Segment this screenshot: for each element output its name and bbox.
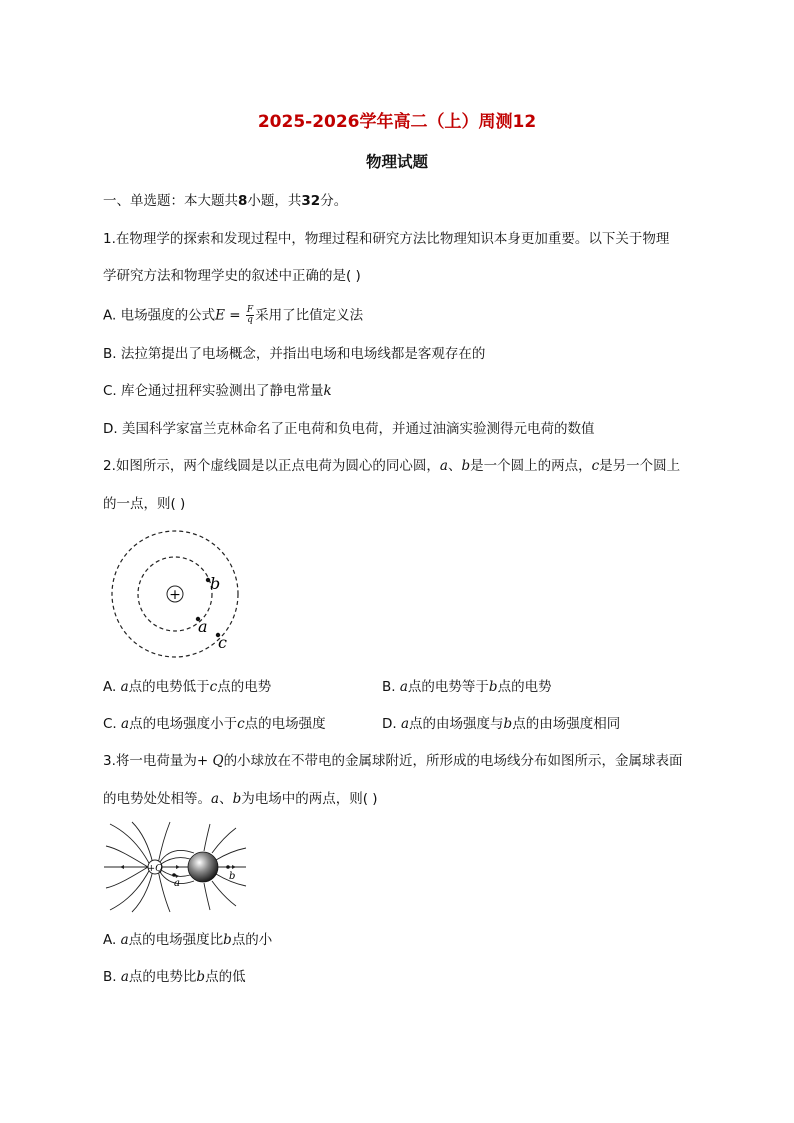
metal-sphere <box>188 852 218 882</box>
point-a <box>172 873 176 877</box>
q1-stem-line2: 学研究方法和物理学史的叙述中正确的是( ) <box>103 268 361 284</box>
q3-stem-line1: 3.将一电荷量为+ Q的小球放在不带电的金属球附近，所形成的电场线分布如图所示，金属球表面 <box>103 753 683 769</box>
point-b <box>226 865 230 869</box>
q2-stem-line2: 的一点，则( ) <box>103 496 186 512</box>
q3-field-lines-figure <box>100 820 250 915</box>
q2-option-d: D. a点的由场强度与b点的由场强度相同 <box>382 716 621 732</box>
q1-option-b: B. 法拉第提出了电场概念，并指出电场和电场线都是客观存在的 <box>103 346 486 362</box>
q2-option-b: B. a点的电势等于b点的电势 <box>382 679 552 695</box>
label-b: b <box>210 574 221 593</box>
formula-fraction: $\frac{F}{q}$ <box>246 305 254 325</box>
q3-stem-line2: 的电势处处相等。a、b为电场中的两点，则( ) <box>103 791 378 807</box>
q2-stem-line1: 2.如图所示，两个虚线圆是以正点电荷为圆心的同心圆，a、b是一个圆上的两点，c是另一个圆上 <box>103 458 681 474</box>
plus-label: + <box>169 587 181 603</box>
q1-option-a: A. 电场强度的公式E = $\frac{F}{q}$ 采用了比值定义法 <box>103 305 364 325</box>
q1-option-c: C. 库仑通过扭秤实验测出了静电常量k <box>103 383 332 399</box>
label-a: a <box>198 617 208 636</box>
label-q: +Q <box>147 864 163 874</box>
q3-option-b: B. a点的电势比b点的低 <box>103 969 246 985</box>
q3-option-a: A. a点的电场强度比b点的小 <box>103 932 273 948</box>
exam-subtitle: 物理试题 <box>365 153 428 171</box>
label-b: b <box>229 871 236 882</box>
q2-option-c: C. a点的电场强度小于c点的电场强度 <box>103 716 326 732</box>
section-heading: 一、单选题：本大题共8小题，共32分。 <box>103 193 348 209</box>
q2-concentric-circles-figure <box>100 528 250 663</box>
q2-option-a: A. a点的电势低于c点的电势 <box>103 679 272 695</box>
label-a: a <box>174 878 180 889</box>
label-c: c <box>218 633 227 652</box>
q1-stem-line1: 1.在物理学的探索和发现过程中，物理过程和研究方法比物理知识本身更加重要。以下关于物理 <box>103 231 670 247</box>
exam-title: 2025-2026学年高二（上）周测12 <box>257 112 537 132</box>
q1-option-d: D. 美国科学家富兰克林命名了正电荷和负电荷，并通过油滴实验测得元电荷的数值 <box>103 421 595 437</box>
